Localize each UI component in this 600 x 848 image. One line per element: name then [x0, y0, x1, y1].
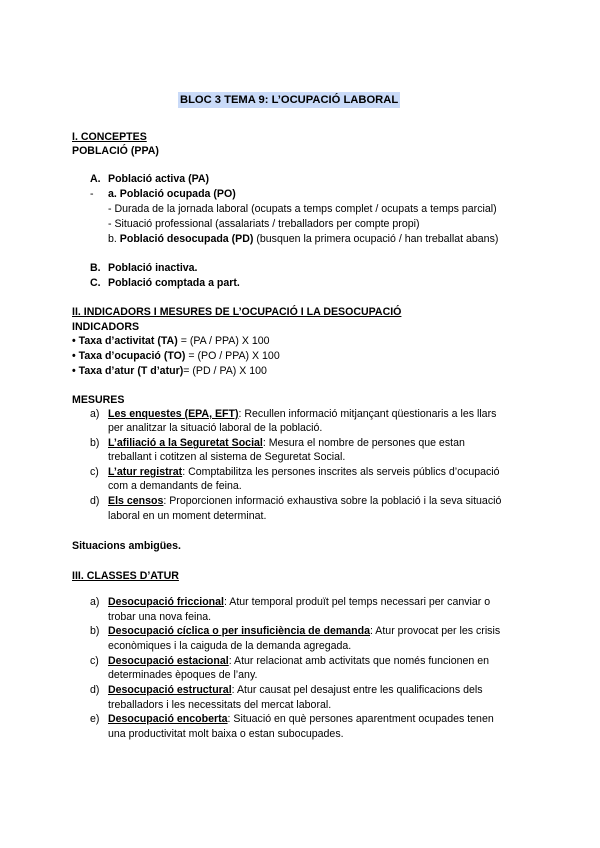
- item-C-marker: C.: [90, 277, 101, 289]
- mesura-line: [108, 436, 465, 451]
- atur-text: : Atur relacionat amb activitats que només funcionen en: [228, 655, 489, 667]
- item-A-marker: A.: [90, 173, 101, 185]
- atur-line: [108, 654, 489, 669]
- page-title: BLOC 3 TEMA 9: L’OCUPACIÓ LABORAL: [180, 94, 399, 106]
- indicator-to: [72, 349, 280, 364]
- atur-continuation: determinades èpoques de l’any.: [108, 669, 258, 681]
- mesura-title: L’atur registrat: [108, 466, 183, 478]
- atur-line: [108, 712, 494, 727]
- section-1-heading: I. CONCEPTES: [72, 131, 147, 143]
- indicadors-heading: INDICADORS: [72, 321, 140, 333]
- atur-title: Desocupació estacional: [108, 655, 229, 667]
- mesura-text: : Recullen informació mitjançant qüestionaris a les llars: [238, 408, 497, 420]
- section-2-heading: II. INDICADORS I MESURES DE L’OCUPACIÓ I LA DESOCUPACIÓ: [72, 306, 402, 318]
- mesura-continuation: laboral en un moment determinat.: [108, 510, 267, 522]
- mesura-text: : Comptabilitza les persones inscrites als serveis públics d’ocupació: [182, 466, 500, 478]
- indicator-to-label: • Taxa d’ocupació (TO): [72, 350, 186, 362]
- section-1-subheading: POBLACIÓ (PPA): [72, 145, 159, 157]
- atur-text: : Atur provocat per les crisis: [370, 625, 501, 637]
- mesura-line: [108, 465, 500, 480]
- mesura-title: Les enquestes (EPA, EFT): [108, 408, 239, 420]
- indicator-ta-label: • Taxa d’activitat (TA): [72, 335, 178, 347]
- atur-marker: a): [90, 596, 100, 608]
- atur-continuation: treballadors i les necessitats del mercat laboral.: [108, 699, 332, 711]
- mesura-marker: c): [90, 466, 99, 478]
- ocupada-detail-1: - Durada de la jornada laboral (ocupats a temps complet / ocupats a temps parcial): [108, 203, 497, 215]
- atur-line: [108, 683, 483, 698]
- item-C-label: Població comptada a part.: [108, 277, 240, 289]
- atur-title: Desocupació estructural: [108, 684, 232, 696]
- mesura-line: [108, 407, 496, 422]
- section-3-heading: III. CLASSES D’ATUR: [72, 570, 179, 582]
- situacions-ambigues: Situacions ambigües.: [72, 540, 181, 552]
- mesura-continuation: per analitzar la situació laboral de la població.: [108, 422, 323, 434]
- atur-text: : Atur causat pel desajust entre les qualificacions dels: [231, 684, 483, 696]
- dash-marker: -: [90, 188, 94, 200]
- item-b-line: [108, 232, 498, 247]
- mesura-marker: a): [90, 408, 100, 420]
- atur-marker: d): [90, 684, 100, 696]
- mesura-marker: d): [90, 495, 100, 507]
- item-a-label: a. Població ocupada (PO): [108, 188, 236, 200]
- atur-marker: c): [90, 655, 99, 667]
- mesura-marker: b): [90, 437, 100, 449]
- mesura-continuation: treballant i cotitzen al sistema de Seguretat Social.: [108, 451, 346, 463]
- atur-title: Desocupació friccional: [108, 596, 224, 608]
- mesura-text: : Mesura el nombre de persones que estan: [262, 437, 465, 449]
- atur-text: : Atur temporal produït pel temps necessari per canviar o: [223, 596, 491, 608]
- item-b-marker: b.: [108, 233, 117, 245]
- item-b-rest: (busquen la primera ocupació / han treballat abans): [253, 233, 499, 245]
- atur-line: [108, 595, 490, 610]
- item-A-label: Població activa (PA): [108, 173, 210, 185]
- ocupada-detail-2: - Situació professional (assalariats / treballadors per compte propi): [108, 218, 420, 230]
- mesura-title: Els censos: [108, 495, 164, 507]
- mesura-text: : Proporcionen informació exhaustiva sobre la població i la seva situació: [163, 495, 502, 507]
- item-B-marker: B.: [90, 262, 101, 274]
- atur-marker: b): [90, 625, 100, 637]
- atur-marker: e): [90, 713, 100, 725]
- atur-title: Desocupació cíclica o per insuficiència de demanda: [108, 625, 370, 637]
- mesura-title: L’afiliació a la Seguretat Social: [108, 437, 263, 449]
- atur-continuation: trobar una nova feina.: [108, 611, 212, 623]
- indicator-ta-formula: = (PA / PPA) X 100: [177, 335, 270, 347]
- item-B-label: Població inactiva.: [108, 262, 198, 274]
- atur-title: Desocupació encoberta: [108, 713, 228, 725]
- item-b-bold: Població desocupada (PD): [119, 233, 254, 245]
- atur-text: : Situació en què persones aparentment ocupades tenen: [227, 713, 494, 725]
- mesura-line: [108, 494, 501, 509]
- atur-continuation: una productivitat molt baixa o estan subocupades.: [108, 728, 344, 740]
- indicator-ta: [72, 334, 270, 349]
- mesures-heading: MESURES: [72, 394, 125, 406]
- indicator-tatur-formula: = (PD / PA) X 100: [183, 365, 267, 377]
- atur-continuation: econòmiques i la caiguda de la demanda agregada.: [108, 640, 352, 652]
- atur-line: [108, 624, 500, 639]
- mesura-continuation: com a demandants de feina.: [108, 480, 242, 492]
- indicator-tatur-label: • Taxa d’atur (T d’atur): [72, 365, 184, 377]
- indicator-tatur: [72, 364, 267, 379]
- indicator-to-formula: = (PO / PPA) X 100: [185, 350, 280, 362]
